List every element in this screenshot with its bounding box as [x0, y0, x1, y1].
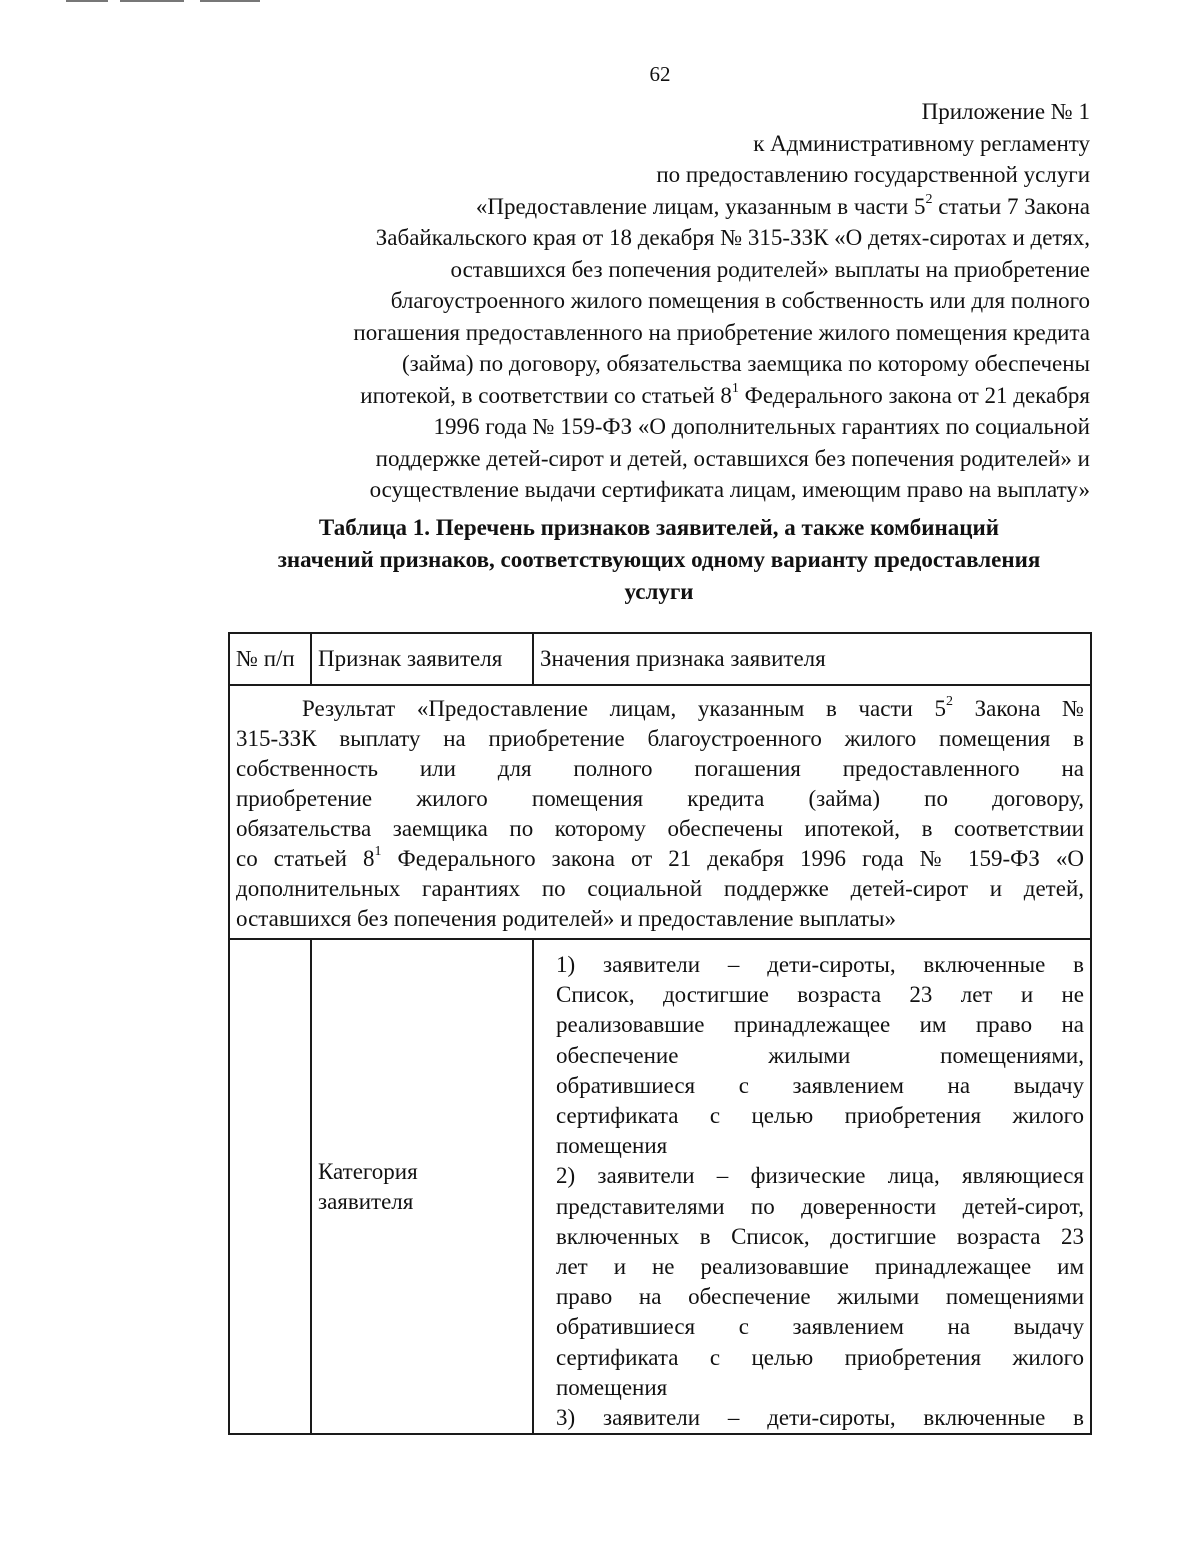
appendix-line: благоустроенного жилого помещения в собственность или для полного — [390, 288, 1090, 313]
superscript: 1 — [731, 380, 739, 396]
scan-artifact — [66, 0, 306, 3]
value-line: помещения — [556, 1133, 668, 1159]
result-text: со статьей 8 — [236, 846, 375, 871]
table-title-line: Таблица 1. Перечень признаков заявителей, а также комбинаций — [318, 515, 1000, 540]
result-text: Федерального закона от 21 декабря 1996 года № 159-ФЗ «О — [381, 846, 1085, 871]
appendix-line: (займа) по договору, обязательства заемщика по которому обеспечены — [401, 351, 1090, 376]
appendix-line — [190, 191, 1090, 223]
result-line: дополнительных гарантиях по социальной поддержке детей-сирот и детей, — [236, 876, 1084, 901]
appendix-header — [190, 96, 1090, 506]
table-header-row — [229, 633, 1091, 685]
value-line: право на обеспечение жилыми помещениями — [556, 1284, 1084, 1310]
value-line: обратившиеся с заявлением на выдачу — [556, 1072, 1084, 1098]
result-line: собственность или для полного погашения предоставленного на — [236, 756, 1084, 781]
header-attribute: Признак заявителя — [311, 633, 533, 685]
value-line: помещения — [556, 1374, 668, 1400]
table-row — [229, 939, 1091, 1434]
value-line: сертификата с целью приобретения жилого — [556, 1344, 1084, 1370]
appendix-line: Приложение № 1 — [921, 99, 1090, 124]
appendix-line: 1996 года № 159-ФЗ «О дополнительных гарантиях по социальной — [433, 414, 1090, 439]
attribute-line: заявителя — [318, 1188, 414, 1214]
cell-attribute — [311, 939, 533, 1434]
value-line: лет и не реализовавшие принадлежащее им — [556, 1254, 1084, 1280]
header-values: Значения признака заявителя — [533, 633, 1091, 685]
page-number: 62 — [649, 62, 671, 86]
result-text: Закона № — [952, 696, 1084, 721]
header-number: № п/п — [229, 633, 311, 685]
cell-values — [533, 939, 1091, 1434]
table-title-line: значений признаков, соответствующих одному варианту предоставления — [277, 547, 1041, 572]
result-cell — [229, 685, 1091, 939]
value-line: включенных в Список, достигшие возраста 23 — [556, 1223, 1084, 1249]
value-line: Список, достигшие возраста 23 лет и не — [556, 982, 1084, 1008]
result-line: оставшихся без попечения родителей» и предоставление выплаты» — [236, 906, 896, 931]
table-title-line: услуги — [624, 579, 694, 604]
attribute-line: Категория — [318, 1158, 418, 1184]
result-line — [236, 844, 1084, 874]
appendix-line: осуществление выдачи сертификата лицам, имеющим право на выплату» — [369, 477, 1090, 502]
result-line — [236, 694, 1084, 724]
result-text: Результат «Предоставление лицам, указанным в части 5 — [302, 696, 946, 721]
appendix-text: «Предоставление лицам, указанным в части 5 — [475, 193, 926, 219]
superscript: 2 — [945, 694, 953, 710]
table-title — [228, 512, 1090, 608]
value-line: сертификата с целью приобретения жилого — [556, 1103, 1084, 1129]
result-line: обязательства заемщика по которому обеспечены ипотекой, в соответствии — [236, 816, 1084, 841]
appendix-line: Забайкальского края от 18 декабря № 315-ЗЗК «О детях-сиротах и детях, — [375, 225, 1090, 250]
superscript: 1 — [374, 844, 382, 860]
result-line: приобретение жилого помещения кредита (займа) по договору, — [236, 786, 1084, 811]
value-line: 1) заявители – дети-сироты, включенные в — [556, 952, 1084, 977]
value-line: 3) заявители – дети-сироты, включенные в — [556, 1405, 1084, 1431]
appendix-text: статьи 7 Закона — [932, 193, 1090, 219]
table-result-row — [229, 685, 1091, 939]
applicant-attributes-table — [228, 632, 1092, 1435]
value-line: реализовавшие принадлежащее им право на — [556, 1012, 1084, 1038]
appendix-line — [190, 380, 1090, 412]
appendix-line: погашения предоставленного на приобретение жилого помещения кредита — [353, 319, 1090, 345]
appendix-line: к Административному регламенту — [753, 130, 1090, 156]
value-line: представителями по доверенности детей-сирот, — [556, 1193, 1084, 1219]
appendix-text: Федерального закона от 21 декабря — [738, 382, 1090, 408]
value-line: 2) заявители – физические лица, являющиеся — [556, 1163, 1084, 1189]
appendix-text: ипотекой, в соответствии со статьей 8 — [360, 382, 732, 408]
value-line: обратившиеся с заявлением на выдачу — [556, 1314, 1084, 1340]
superscript: 2 — [925, 191, 933, 207]
cell-number — [229, 939, 311, 1434]
appendix-line: поддержке детей-сирот и детей, оставшихся без попечения родителей» и — [375, 445, 1090, 471]
appendix-line: оставшихся без попечения родителей» выплаты на приобретение — [450, 256, 1090, 282]
value-line: обеспечение жилыми помещениями, — [556, 1042, 1084, 1068]
appendix-line: по предоставлению государственной услуги — [656, 162, 1090, 187]
result-line: 315-ЗЗК выплату на приобретение благоустроенного жилого помещения в — [236, 726, 1084, 751]
